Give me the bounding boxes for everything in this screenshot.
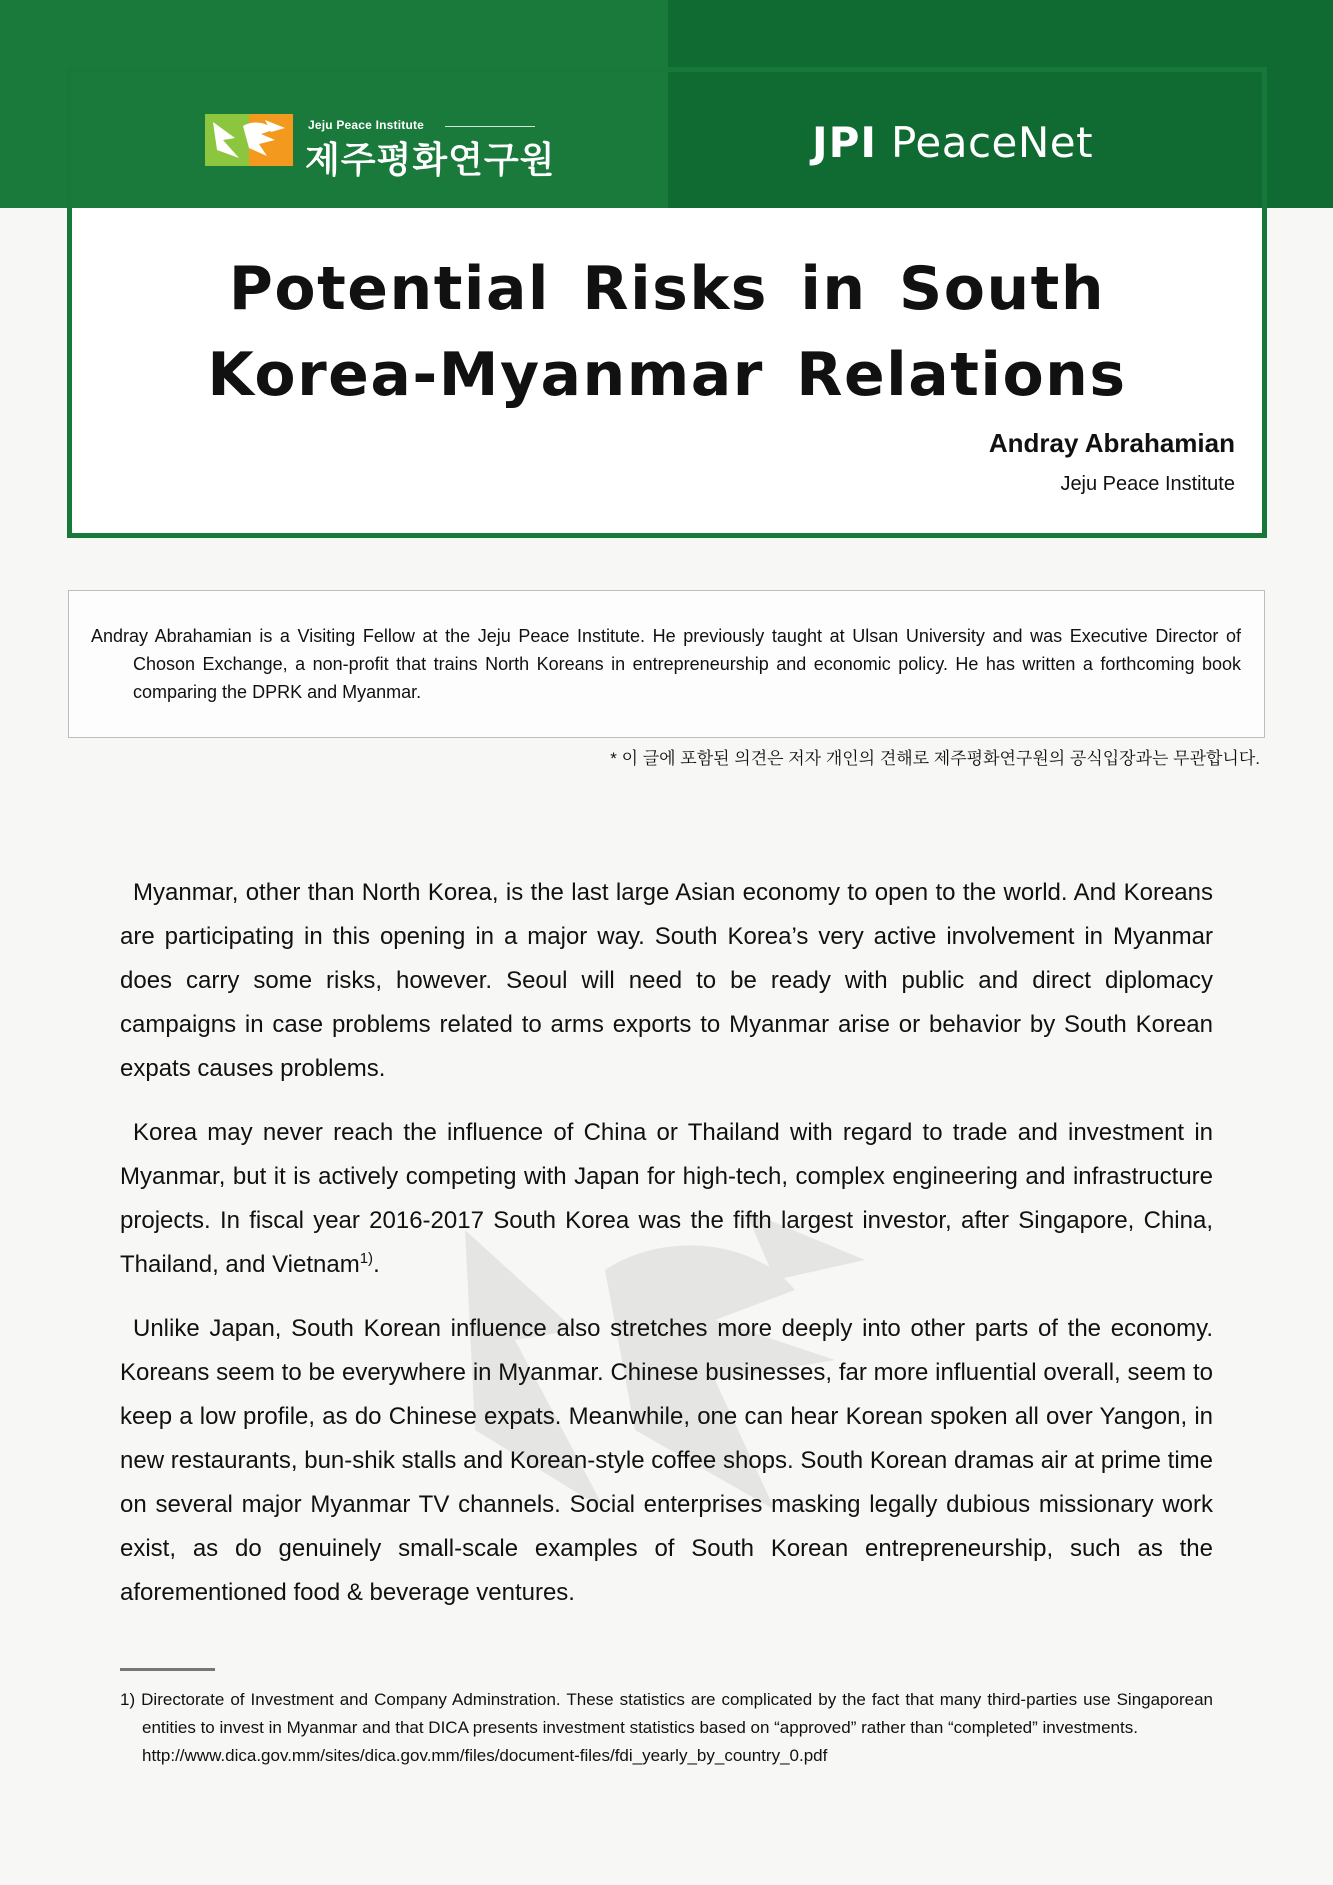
author-name: Andray Abrahamian <box>988 428 1235 458</box>
footnote-text: 1) Directorate of Investment and Company Adminstration. These statistics are complicated by the fact that many third-parties use Singaporean entities to invest in Myanmar and that DICA presents investment statistics based on “approved” rather than “completed” investments. <box>120 1690 1213 1737</box>
footnote-url-link[interactable]: http://www.dica.gov.mm/sites/dica.gov.mm/files/document-files/fdi_yearly_by_country_0.pdf <box>142 1746 828 1765</box>
title-line-1: Potential Risks in South <box>228 254 1106 324</box>
institute-english-name: Jeju Peace Institute <box>308 118 425 132</box>
footnote-divider <box>120 1668 215 1671</box>
paragraph-1: Myanmar, other than North Korea, is the last large Asian economy to open to the world. And Koreans are participating in this opening in a major way. South Korea’s very active involvement in Myanmar does carry some risks, however. Seoul will need to be ready with public and direct diplomacy campaigns in case problems related to arms exports to Myanmar arise or behavior by South Korean expats causes problems. <box>120 879 1213 1082</box>
paragraph-2-text: Korea may never reach the influence of China or Thailand with regard to trade and investment in Myanmar, but it is actively competing with Japan for high-tech, complex engineering and infrastructure projects. In fiscal year 2016-2017 South Korea was the fifth largest investor, after Singapore, China, Thailand, and Vietnam <box>120 1119 1213 1278</box>
peacenet-wordmark: PeaceNet <box>891 118 1094 167</box>
paragraph-2 <box>120 1111 1213 1287</box>
article-body <box>120 871 1213 1635</box>
logo-divider <box>445 126 535 127</box>
dove-emblem-icon <box>205 110 293 170</box>
paragraph-3: Unlike Japan, South Korean influence also stretches more deeply into other parts of the economy. Koreans seem to be everywhere in Myanmar. Chinese businesses, far more influential overall, seem to keep a low profile, as do Chinese expats. Meanwhile, one can hear Korean spoken all over Yangon, in new restaurants, bun-shik stalls and Korean-style coffee shops. South Korean dramas air at prime time on several major Myanmar TV channels. Social enterprises masking legally dubious missionary work exist, as do genuinely small-scale examples of South Korean entrepreneurship, such as the aforementioned food & beverage ventures. <box>120 1315 1213 1606</box>
disclaimer: * 이 글에 포함된 의견은 저자 개인의 견해로 제주평화연구원의 공식입장과는 무관합니다. <box>610 749 1260 768</box>
author-affiliation: Jeju Peace Institute <box>1060 473 1235 495</box>
peacenet-logo <box>812 118 1093 168</box>
page-title <box>170 246 1164 418</box>
jeju-peace-institute-logo <box>205 110 556 180</box>
institute-korean-name: 제주평화연구원 <box>305 139 556 180</box>
author-bio: Andray Abrahamian is a Visiting Fellow at the Jeju Peace Institute. He previously taught at Ulsan University and was Executive Director of Choson Exchange, a non-profit that trains North Koreans in entrepreneurship and economic policy. He has written a forthcoming book comparing the DPRK and Myanmar. <box>91 626 1241 702</box>
jpi-wordmark: JPI <box>812 118 878 167</box>
paragraph-2-end: . <box>373 1251 380 1278</box>
title-line-2: Korea-Myanmar Relations <box>207 340 1127 410</box>
footnote-1 <box>120 1686 1213 1770</box>
footnote-ref-1[interactable]: 1) <box>359 1250 374 1267</box>
